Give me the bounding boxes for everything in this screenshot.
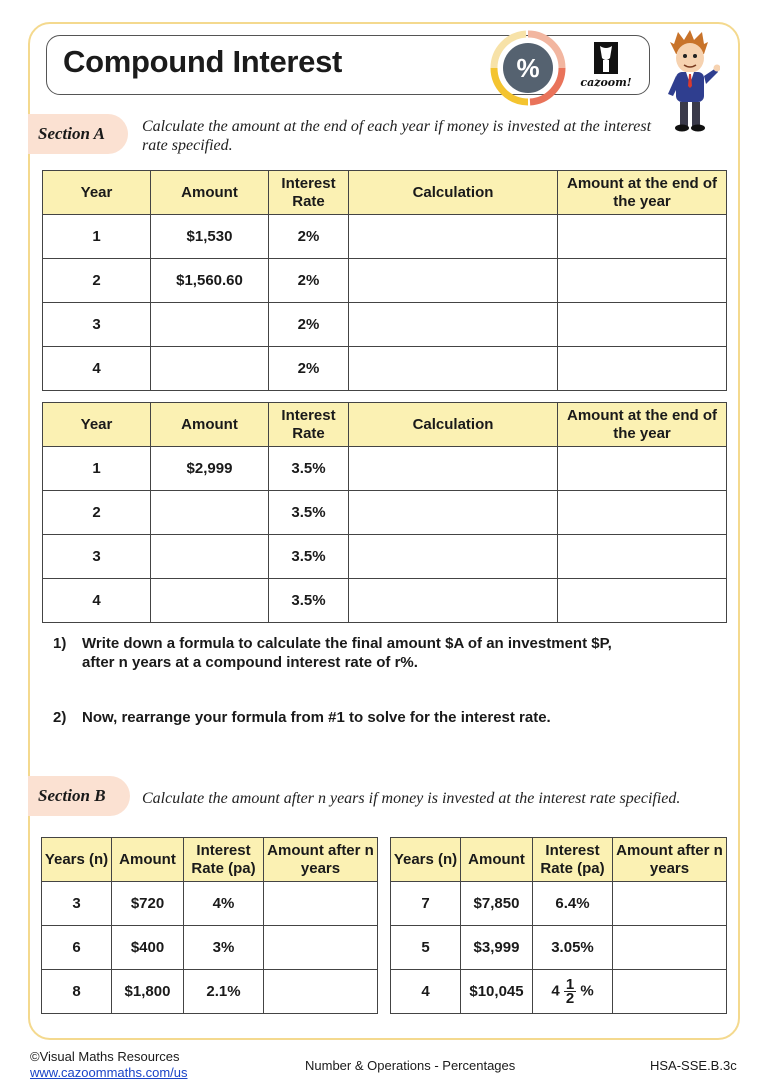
fraction-denominator: 2: [565, 990, 575, 1007]
table-cell: 2.1%: [184, 970, 264, 1014]
footer-website-link[interactable]: www.cazoommaths.com/us: [30, 1065, 188, 1080]
cazoom-logo: [576, 40, 636, 92]
table-cell: 4: [391, 970, 461, 1014]
table-cell: 8: [42, 970, 112, 1014]
table-cell: 5: [391, 926, 461, 970]
table-cell: 3: [43, 303, 151, 347]
footer-topic: Number & Operations - Percentages: [305, 1058, 516, 1073]
column-header: Interest Rate (pa): [533, 838, 613, 882]
fraction-numerator: 1: [565, 976, 575, 993]
question-number: 1): [53, 635, 67, 652]
question-1: [53, 634, 713, 676]
table-cell: 4: [43, 579, 151, 623]
table-cell: 3.05%: [533, 926, 613, 970]
table-cell: $7,850: [461, 882, 533, 926]
question-text-line: Now, rearrange your formula from #1 to solve for the interest rate.: [82, 709, 551, 726]
table-cell[interactable]: [349, 535, 558, 579]
column-header: Interest Rate: [269, 403, 349, 447]
footer-copyright: ©Visual Maths Resources: [30, 1049, 180, 1064]
table-cell: 3%: [184, 926, 264, 970]
table-cell: 6: [42, 926, 112, 970]
table-cell: 3.5%: [269, 535, 349, 579]
table-cell[interactable]: [613, 926, 727, 970]
column-header: Interest Rate: [269, 171, 349, 215]
table-row: [42, 970, 378, 1014]
table-cell[interactable]: [349, 579, 558, 623]
table-header-row: [42, 838, 378, 882]
table-cell: $1,530: [151, 215, 269, 259]
question-text-line: after n years at a compound interest rate of r%.: [82, 654, 418, 671]
footer-standard-code: HSA-SSE.B.3c: [650, 1058, 737, 1073]
column-header: Years (n): [391, 838, 461, 882]
section-a-tag: Section A: [28, 114, 128, 154]
table-cell: 2: [43, 491, 151, 535]
table-cell[interactable]: [264, 882, 378, 926]
badge-symbol: %: [516, 53, 540, 83]
table-cell: 6.4%: [533, 882, 613, 926]
table-cell: 1: [43, 447, 151, 491]
table-cell: 7: [391, 882, 461, 926]
table-cell[interactable]: [264, 970, 378, 1014]
section-b-instruction: Calculate the amount after n years if money is invested at the interest rate specified.: [142, 790, 681, 807]
table-cell: $1,800: [112, 970, 184, 1014]
table-cell: 4%: [184, 882, 264, 926]
table-cell[interactable]: [558, 535, 727, 579]
column-header: Calculation: [349, 403, 558, 447]
table-row: [43, 491, 727, 535]
table-cell: 3.5%: [269, 491, 349, 535]
table-cell[interactable]: [151, 579, 269, 623]
section-b-right-table: [390, 837, 727, 1014]
table-cell[interactable]: [349, 347, 558, 391]
table-cell[interactable]: [264, 926, 378, 970]
table-cell: 2%: [269, 303, 349, 347]
question-number: 2): [53, 709, 67, 726]
mixed-rate-fraction: [564, 978, 576, 1005]
table-cell: 2%: [269, 259, 349, 303]
table-row: [43, 259, 727, 303]
table-cell[interactable]: [349, 491, 558, 535]
table-cell[interactable]: [349, 447, 558, 491]
table-row: [391, 926, 727, 970]
table-row: [391, 970, 727, 1014]
table-cell[interactable]: [151, 347, 269, 391]
table-row: [43, 215, 727, 259]
table-cell[interactable]: [558, 447, 727, 491]
table-cell: $1,560.60: [151, 259, 269, 303]
table-cell: 4: [43, 347, 151, 391]
table-cell: 3.5%: [269, 579, 349, 623]
table-cell[interactable]: [349, 303, 558, 347]
table-cell: $2,999: [151, 447, 269, 491]
table-cell[interactable]: [558, 491, 727, 535]
table-cell[interactable]: [558, 303, 727, 347]
table-header-row: [43, 171, 727, 215]
column-header: Amount: [151, 403, 269, 447]
table-cell[interactable]: [613, 970, 727, 1014]
table-cell: $3,999: [461, 926, 533, 970]
table-row: [42, 882, 378, 926]
table-row: [43, 347, 727, 391]
column-header: Year: [43, 403, 151, 447]
table-row: [42, 926, 378, 970]
table-row: [391, 882, 727, 926]
table-row: [43, 579, 727, 623]
column-header: Amount: [151, 171, 269, 215]
table-cell[interactable]: [349, 215, 558, 259]
table-header-row: [43, 403, 727, 447]
percent-badge-icon: [490, 30, 566, 106]
mixed-rate-unit: %: [580, 982, 594, 1000]
table-row: [43, 535, 727, 579]
column-header: Interest Rate (pa): [184, 838, 264, 882]
column-header: Year: [43, 171, 151, 215]
column-header: Amount: [461, 838, 533, 882]
mixed-rate-whole: 4: [551, 982, 560, 1000]
section-a-table-1: [42, 170, 727, 391]
table-cell[interactable]: [558, 259, 727, 303]
question-text-line: Write down a formula to calculate the final amount $A of an investment $P,: [82, 635, 612, 652]
table-cell[interactable]: [558, 579, 727, 623]
logo-text: cazoom!: [580, 76, 632, 89]
column-header: Years (n): [42, 838, 112, 882]
table-cell: 2%: [269, 215, 349, 259]
table-cell[interactable]: [151, 491, 269, 535]
column-header: Amount at the end of the year: [558, 403, 727, 447]
table-cell: 1: [43, 215, 151, 259]
section-b-left-table: [41, 837, 378, 1014]
table-cell: 3: [42, 882, 112, 926]
column-header: Amount after n years: [264, 838, 378, 882]
table-header-row: [391, 838, 727, 882]
table-cell: $10,045: [461, 970, 533, 1014]
section-b-tag: Section B: [28, 776, 130, 816]
table-cell[interactable]: [558, 215, 727, 259]
logo-mark-icon: [576, 40, 636, 76]
column-header: Calculation: [349, 171, 558, 215]
question-2: [53, 708, 713, 730]
table-row: [43, 447, 727, 491]
table-row: [43, 303, 727, 347]
table-cell: 2: [43, 259, 151, 303]
table-cell: 3.5%: [269, 447, 349, 491]
table-cell: $400: [112, 926, 184, 970]
cartoon-boy-mascot-icon: [660, 28, 720, 134]
table-cell[interactable]: [349, 259, 558, 303]
table-cell: 3: [43, 535, 151, 579]
table-cell: $720: [112, 882, 184, 926]
column-header: Amount: [112, 838, 184, 882]
table-cell[interactable]: [151, 303, 269, 347]
column-header: Amount at the end of the year: [558, 171, 727, 215]
table-cell[interactable]: [558, 347, 727, 391]
section-a-instruction: Calculate the amount at the end of each year if money is invested at the interest rate specified.: [142, 118, 652, 154]
table-cell: 2%: [269, 347, 349, 391]
column-header: Amount after n years: [613, 838, 727, 882]
table-cell: [533, 970, 613, 1014]
page-title: Compound Interest: [63, 44, 343, 79]
table-cell[interactable]: [613, 882, 727, 926]
section-a-table-2: [42, 402, 727, 623]
table-cell[interactable]: [151, 535, 269, 579]
